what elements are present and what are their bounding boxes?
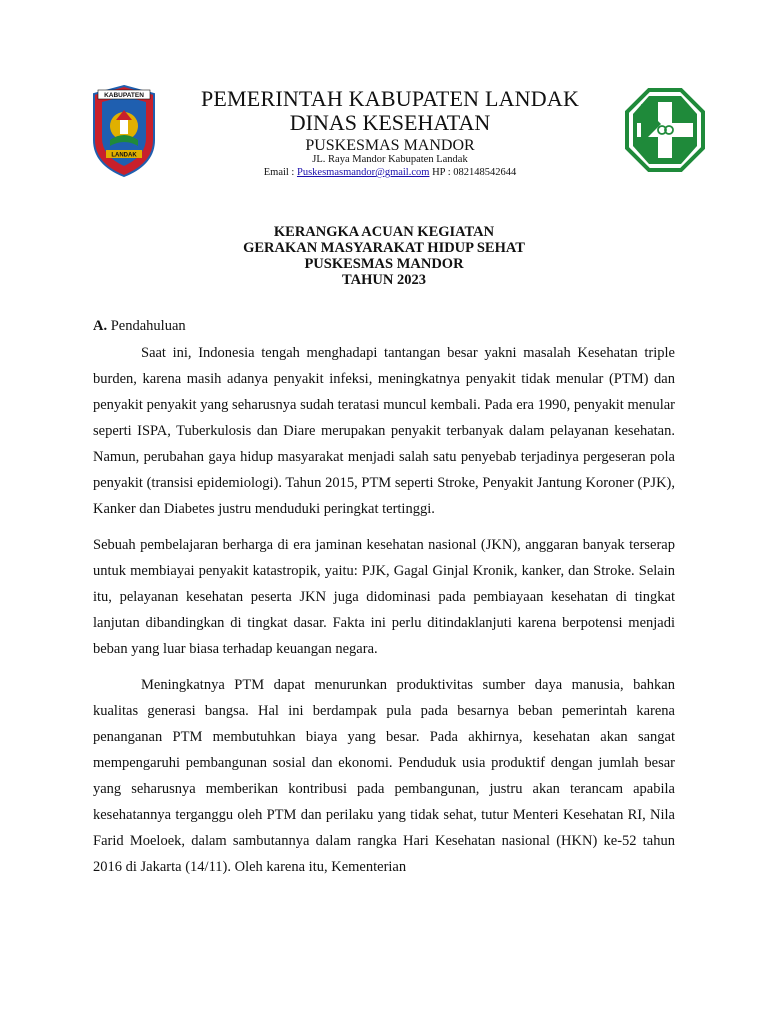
emblem-top-text: KABUPATEN <box>104 92 144 99</box>
puskesmas-name: PUSKESMAS MANDOR <box>305 137 475 154</box>
landak-regency-emblem-icon <box>90 84 158 178</box>
title-line-3: PUSKESMAS MANDOR <box>304 256 464 272</box>
paragraph-2: Sebuah pembelajaran berharga di era jaminan kesehatan nasional (JKN), anggaran banyak terserap untuk membiayai penyakit katastropik, yaitu: PJK, Gagal Ginjal Kronik, kanker, dan Stroke. Selain itu, pelayanan kesehatan peserta JKN juga didominasi pada pembiayaan kesehatan di tingkat lanjutan dibandingkan di tingkat dasar. Fakta ini perlu ditindaklanjuti karena berpotensi menjadi beban yang luar biasa terhadap keuangan negara. <box>93 537 675 657</box>
emblem-bottom-text: LANDAK <box>111 152 137 159</box>
title-line-1: KERANGKA ACUAN KEGIATAN <box>273 224 495 240</box>
government-name: PEMERINTAH KABUPATEN LANDAK <box>200 86 580 111</box>
phone-text: HP : 082148542644 <box>429 167 517 178</box>
title-line-4: TAHUN 2023 <box>342 272 426 288</box>
puskesmas-logo-icon <box>625 88 705 172</box>
section-body <box>93 340 675 890</box>
email-label: Email : <box>263 167 297 178</box>
section-title: Pendahuluan <box>107 318 186 334</box>
document-title <box>0 224 768 288</box>
paragraph-1: Saat ini, Indonesia tengah menghadapi tantangan besar yakni masalah Kesehatan triple burden, karena masih adanya penyakit infeksi, meningkatnya penyakit tidak menular (PTM) dan penyakit penyakit yang seharusnya sudah teratasi muncul kembali. Pada era 1990, penyakit menular seperti ISPA, Tuberkulosis dan Diare merupakan penyakit terbanyak dalam pelayanan kesehatan. Namun, perubahan gaya hidup masyarakat menjadi salah satu penyebab terjadinya pergeseran pola penyakit (transisi epidemiologi). Tahun 2015, PTM seperti Stroke, Penyakit Jantung Koroner (PJK), Kanker dan Diabetes justru menduduki peringkat tertinggi. <box>93 345 675 517</box>
section-letter: A. <box>93 318 108 334</box>
department-name: DINAS KESEHATAN <box>289 110 491 135</box>
contact-line <box>180 167 600 178</box>
letterhead <box>0 0 768 200</box>
paragraph-3: Meningkatnya PTM dapat menurunkan produktivitas sumber daya manusia, bahkan kualitas generasi bangsa. Hal ini berdampak pula pada besarnya beban pemerintah karena penanganan PTM membutuhkan biaya yang besar. Pada akhirnya, kesehatan akan sangat mempengaruhi pembangunan sosial dan ekonomi. Penduduk usia produktif dengan jumlah besar yang seharusnya memberikan kontribusi pada pembangunan, justru akan terancam apabila kesehatannya terganggu oleh PTM dan perilaku yang tidak sehat, tutur Menteri Kesehatan RI, Nila Farid Moeloek, dalam sambutannya dalam rangka Hari Kesehatan nasional (HKN) ke-52 tahun 2016 di Jakarta (14/11). Oleh karena itu, Kementerian <box>93 677 675 875</box>
address-line: JL. Raya Mandor Kabupaten Landak <box>312 154 468 165</box>
section-heading <box>93 318 186 335</box>
email-link[interactable]: Puskesmasmandor@gmail.com <box>296 167 430 178</box>
title-line-2: GERAKAN MASYARAKAT HIDUP SEHAT <box>243 240 525 256</box>
